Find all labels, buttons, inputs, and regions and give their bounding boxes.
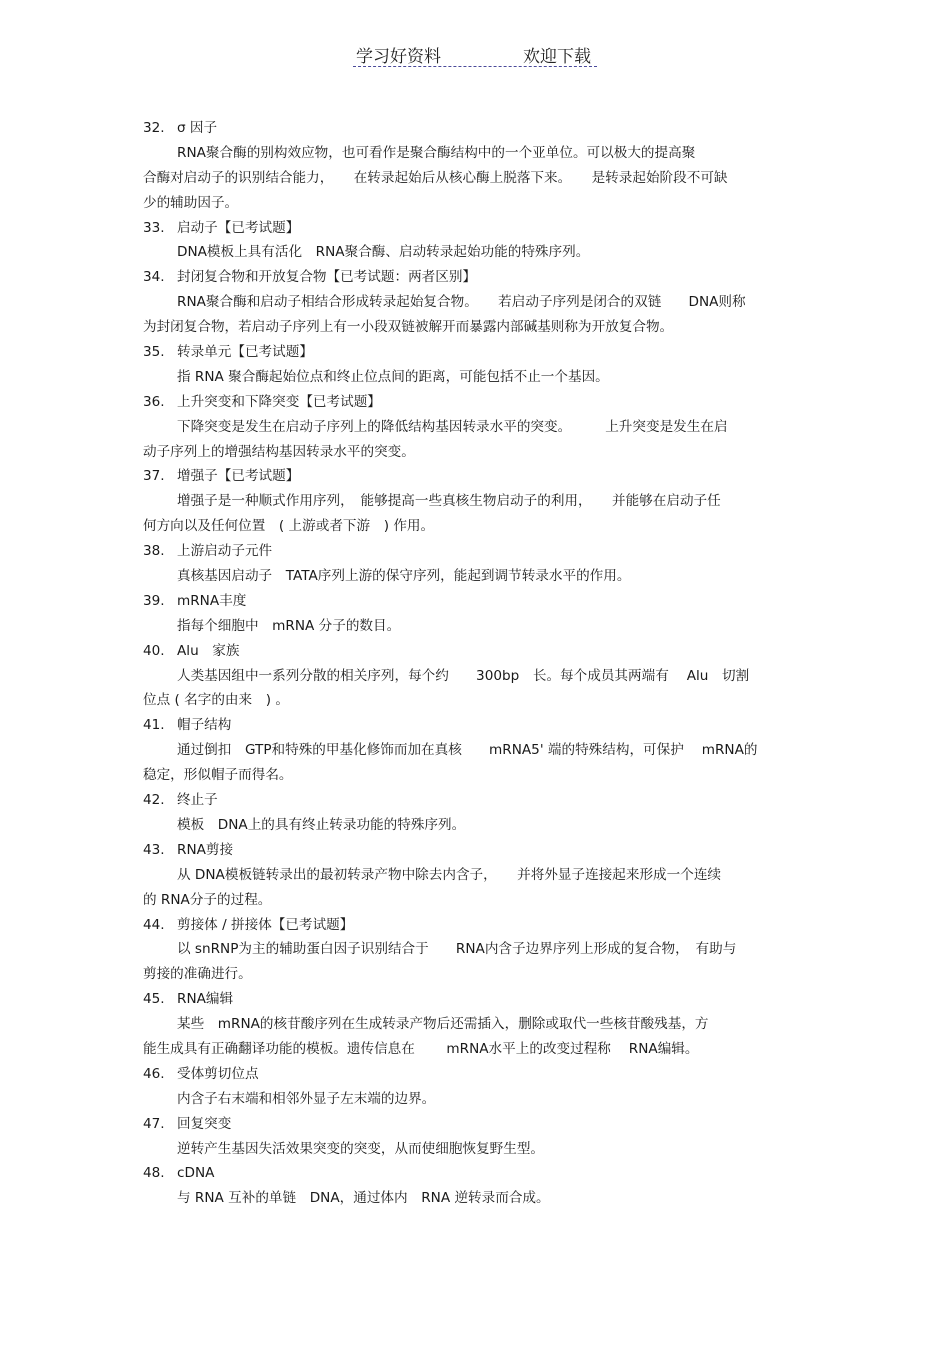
glossary-term (143, 987, 813, 1012)
glossary-term (143, 340, 813, 365)
header-left-text: 学习好资料 (356, 47, 441, 67)
term-title: 帽子结构 (177, 717, 232, 734)
definition-line: 的 RNA分子的过程。 (143, 891, 272, 908)
term-title: 转录单元【已考试题】 (177, 344, 313, 361)
term-number: 40. (143, 642, 165, 659)
glossary-content (143, 116, 813, 1211)
definition-line: 指 RNA 聚合酶起始位点和终止位点间的距离，可能包括不止一个基因。 (177, 368, 609, 385)
term-title: 上升突变和下降突变【已考试题】 (177, 393, 381, 410)
definition-line: 动子序列上的增强结构基因转录水平的突变。 (143, 443, 415, 460)
term-title: RNA剪接 (177, 841, 234, 858)
definition-line: 位点 ( 名字的由来 ) 。 (143, 692, 289, 709)
header-right-text: 欢迎下载 (523, 47, 591, 67)
term-number: 41. (143, 717, 165, 734)
glossary-term (143, 639, 813, 664)
term-number: 34. (143, 269, 165, 286)
definition-line: 模板 DNA上的具有终止转录功能的特殊序列。 (177, 816, 466, 833)
term-number: 39. (143, 592, 165, 609)
page-header (353, 40, 597, 67)
definition-line: 逆转产生基因失活效果突变的突变，从而使细胞恢复野生型。 (177, 1140, 545, 1157)
term-number: 44. (143, 916, 165, 933)
term-number: 33. (143, 219, 165, 236)
definition-line: 某些 mRNA的核苷酸序列在生成转录产物后还需插入，删除或取代一些核苷酸残基，方 (177, 1016, 709, 1033)
term-title: 终止子 (177, 792, 218, 809)
glossary-term (143, 216, 813, 241)
definition-line: 与 RNA 互补的单链 DNA，通过体内 RNA 逆转录而合成。 (177, 1190, 550, 1207)
term-number: 38. (143, 543, 165, 560)
glossary-term (143, 1161, 813, 1186)
definition-line: 通过倒扣 GTP和特殊的甲基化修饰而加在真核 mRNA5' 端的特殊结构，可保护 mRNA的 (177, 742, 758, 759)
glossary-term (143, 265, 813, 290)
term-title: 受体剪切位点 (177, 1065, 259, 1082)
definition-line: 为封闭复合物，若启动子序列上有一小段双链被解开而暴露内部碱基则称为开放复合物。 (143, 319, 674, 336)
definition-line: 指每个细胞中 mRNA 分子的数目。 (177, 617, 401, 634)
term-number: 36. (143, 393, 165, 410)
term-title: 上游启动子元件 (177, 543, 273, 560)
term-title: mRNA丰度 (177, 592, 247, 609)
term-number: 45. (143, 991, 165, 1008)
term-number: 48. (143, 1165, 165, 1182)
definition-line: 真核基因启动子 TATA序列上游的保守序列，能起到调节转录水平的作用。 (177, 568, 631, 585)
definition-line: 合酶对启动子的识别结合能力， 在转录起始后从核心酶上脱落下来。 是转录起始阶段不可缺 (143, 169, 728, 186)
definition-line: 少的辅助因子。 (143, 194, 239, 211)
glossary-term (143, 1112, 813, 1137)
term-number: 47. (143, 1115, 165, 1132)
term-number: 35. (143, 344, 165, 361)
definition-line: 以 snRNP为主的辅助蛋白因子识别结合于 RNA内含子边界序列上形成的复合物， 有助与 (177, 941, 737, 958)
glossary-term (143, 390, 813, 415)
definition-line: RNA聚合酶和启动子相结合形成转录起始复合物。 若启动子序列是闭合的双链 DNA则称 (177, 294, 746, 311)
glossary-term (143, 838, 813, 863)
definition-line: DNA模板上具有活化 RNA聚合酶、启动转录起始功能的特殊序列。 (177, 244, 590, 261)
definition-line: 增强子是一种顺式作用序列， 能够提高一些真核生物启动子的利用， 并能够在启动子任 (177, 493, 721, 510)
term-title: Alu 家族 (177, 642, 240, 659)
term-title: RNA编辑 (177, 991, 234, 1008)
glossary-term (143, 713, 813, 738)
term-title: 回复突变 (177, 1115, 232, 1132)
glossary-term (143, 539, 813, 564)
definition-line: 内含子右末端和相邻外显子左末端的边界。 (177, 1090, 436, 1107)
glossary-term (143, 788, 813, 813)
term-title: 封闭复合物和开放复合物【已考试题：两者区别】 (177, 269, 477, 286)
glossary-term (143, 589, 813, 614)
term-number: 32. (143, 120, 165, 136)
definition-line: 下降突变是发生在启动子序列上的降低结构基因转录水平的突变。 上升突变是发生在启 (177, 418, 728, 435)
definition-line: 剪接的准确进行。 (143, 966, 252, 983)
glossary-term (143, 116, 813, 141)
term-title: cDNA (177, 1165, 215, 1182)
definition-line: 能生成具有正确翻译功能的模板。遗传信息在 mRNA水平上的改变过程称 RNA编辑。 (143, 1040, 699, 1057)
term-title: 剪接体 / 拼接体【已考试题】 (177, 916, 354, 933)
term-number: 46. (143, 1065, 165, 1082)
definition-line: RNA聚合酶的别构效应物，也可看作是聚合酶结构中的一个亚单位。可以极大的提高聚 (177, 144, 696, 161)
definition-line: 稳定，形似帽子而得名。 (143, 767, 293, 784)
term-number: 43. (143, 841, 165, 858)
term-title: 增强子【已考试题】 (177, 468, 300, 485)
term-title: 启动子【已考试题】 (177, 219, 300, 236)
glossary-term (143, 913, 813, 938)
glossary-term (143, 464, 813, 489)
definition-line: 人类基因组中一系列分散的相关序列，每个约 300bp 长。每个成员其两端有 Alu 切割 (177, 667, 750, 684)
term-title: σ 因子 (177, 120, 218, 136)
term-number: 37. (143, 468, 165, 485)
term-number: 42. (143, 792, 165, 809)
glossary-term (143, 1062, 813, 1087)
definition-line: 何方向以及任何位置 ( 上游或者下游 ) 作用。 (143, 518, 435, 535)
definition-line: 从 DNA模板链转录出的最初转录产物中除去内含子， 并将外显子连接起来形成一个连续 (177, 866, 722, 883)
